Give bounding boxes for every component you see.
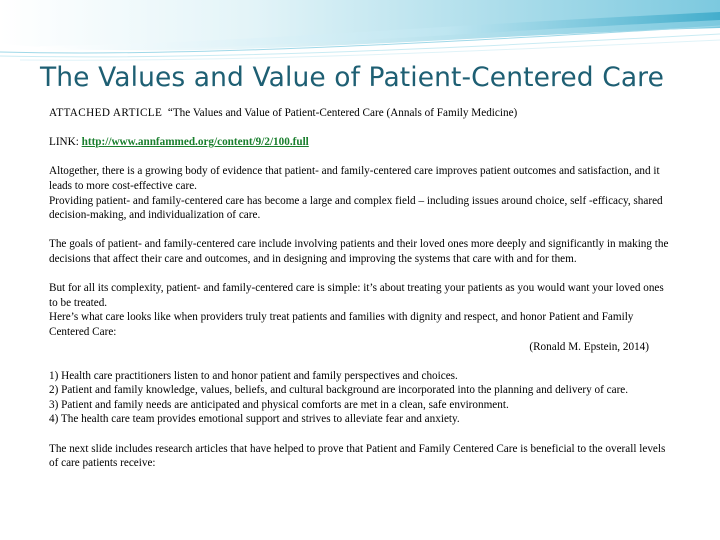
list-item: 2) Patient and family knowledge, values, beliefs, and cultural background are incorporated into the planning and delivery of care. (49, 384, 629, 397)
slide-title: The Values and Value of Patient-Centered Care (40, 62, 665, 93)
paragraph-simple: But for all its complexity, patient- and family-centered care is simple: it’s about treating your patients as you would want your loved ones to be treated. (49, 282, 664, 309)
paragraph-complex-field: Providing patient- and family-centered care has become a large and complex field – including issues around choice, self -efficacy, shared decision-making, and individualization of care. (49, 194, 663, 222)
paragraph-dignity: Here’s what care looks like when providers truly treat patients and families with dignity and respect, and honor Patient and Family Centered Care: (49, 311, 634, 338)
list-item: 1) Health care practitioners listen to and honor patient and family perspectives and choices. (49, 369, 458, 382)
link-label: LINK: (49, 136, 79, 149)
article-link[interactable]: http://www.annfammed.org/content/9/2/100.full (81, 136, 309, 149)
citation: (Ronald M. Epstein, 2014) (529, 340, 649, 353)
list-item: 3) Patient and family needs are anticipated and physical comforts are met in a clean, safe environment. (49, 398, 509, 411)
list-item: 4) The health care team provides emotional support and strives to alleviate fear and anxiety. (49, 413, 460, 426)
paragraph-goals: The goals of patient- and family-centered care include involving patients and their loved ones more deeply and significantly in making the decisions that affect their care and outcomes, and in designing and improving the systems that care with and for them. (49, 238, 669, 265)
paragraph-evidence: Altogether, there is a growing body of evidence that patient- and family-centered care improves patient outcomes and satisfaction, and it leads to more cost-effective care. (49, 165, 660, 192)
article-title: “The Values and Value of Patient-Centered Care (Annals of Family Medicine) (167, 107, 518, 119)
article-label: ATTACHED ARTICLE (49, 107, 163, 119)
paragraph-closing: The next slide includes research articles that have helped to prove that Patient and Family Centered Care is beneficial to the overall levels of care patients receive: (49, 442, 666, 470)
slide-body (49, 106, 675, 471)
link-line (49, 135, 675, 150)
attached-article-line (49, 106, 675, 121)
